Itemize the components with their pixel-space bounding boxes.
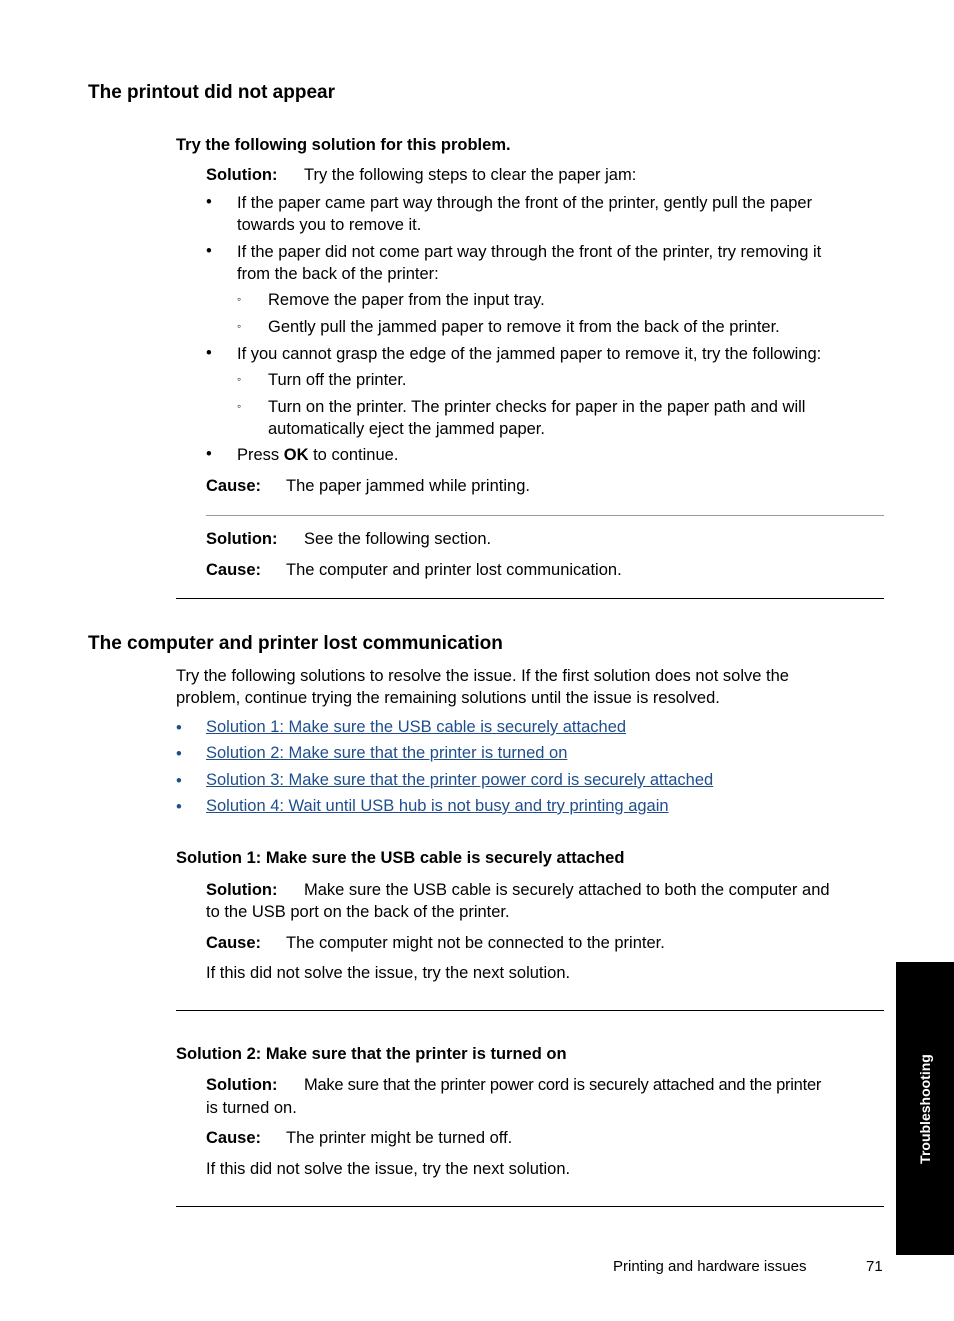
- bullet2-line1: If the paper did not come part way through the front of the printer, try removing it: [237, 243, 822, 261]
- s2-cause-text: The printer might be turned off.: [286, 1129, 513, 1147]
- bullet1-line2: towards you to remove it.: [237, 216, 422, 234]
- divider: [176, 598, 884, 599]
- s1-solution-line1: Make sure the USB cable is securely attached to both the computer and: [304, 881, 830, 899]
- bullet-glyph: •: [206, 193, 212, 211]
- intro-line2: problem, continue trying the remaining solutions until the issue is resolved.: [176, 689, 720, 707]
- bullet-glyph: •: [176, 719, 182, 737]
- bullet-glyph: •: [206, 445, 212, 463]
- link-solution-3[interactable]: Solution 3: Make sure that the printer power cord is securely attached: [206, 771, 714, 789]
- cause2-label: Cause:: [206, 561, 262, 579]
- solution-label: Solution:: [206, 881, 278, 899]
- s2-next: If this did not solve the issue, try the next solution.: [206, 1160, 571, 1178]
- s1-next: If this did not solve the issue, try the next solution.: [206, 964, 571, 982]
- section-heading-lost-communication: The computer and printer lost communication: [88, 633, 503, 654]
- footer-section-title: Printing and hardware issues: [613, 1258, 807, 1275]
- solution-label: Solution:: [206, 1076, 278, 1094]
- subheading-solution-2: Solution 2: Make sure that the printer is turned on: [176, 1045, 567, 1063]
- sub-bullet-glyph: ◦: [237, 292, 242, 306]
- sub-bullet-3a: Turn off the printer.: [268, 371, 407, 389]
- side-tab-label: Troubleshooting: [917, 1053, 933, 1164]
- cause-label: Cause:: [206, 934, 262, 952]
- cause-text: The paper jammed while printing.: [286, 477, 530, 495]
- bullet-glyph: •: [176, 745, 182, 763]
- solution2-label: Solution:: [206, 530, 278, 548]
- bullet-glyph: •: [176, 772, 182, 790]
- divider: [206, 515, 884, 516]
- s2-solution-line2: is turned on.: [206, 1099, 297, 1117]
- bullet-glyph: •: [206, 242, 212, 260]
- bullet-glyph: •: [176, 798, 182, 816]
- cause-label: Cause:: [206, 477, 262, 495]
- s1-solution-line2: to the USB port on the back of the printer.: [206, 903, 510, 921]
- bullet1-line1: If the paper came part way through the front of the printer, gently pull the paper: [237, 194, 813, 212]
- link-solution-1[interactable]: Solution 1: Make sure the USB cable is securely attached: [206, 718, 627, 736]
- bullet4: Press OK to continue.: [237, 446, 399, 464]
- bullet-glyph: •: [206, 344, 212, 362]
- cause-label: Cause:: [206, 1129, 262, 1147]
- sub-bullet-glyph: ◦: [237, 372, 242, 386]
- divider: [176, 1010, 884, 1011]
- sub-bullet-glyph: ◦: [237, 399, 242, 413]
- subheading-try-solution: Try the following solution for this problem.: [176, 136, 511, 154]
- s2-solution-line1: Make sure that the printer power cord is securely attached and the printer: [304, 1076, 822, 1094]
- sub-bullet-glyph: ◦: [237, 319, 242, 333]
- page-number: 71: [866, 1258, 883, 1275]
- intro-line1: Try the following solutions to resolve the issue. If the first solution does not solve the: [176, 667, 789, 685]
- section-heading-printout: The printout did not appear: [88, 82, 335, 103]
- s1-cause-text: The computer might not be connected to the printer.: [286, 934, 665, 952]
- sub-bullet-2a: Remove the paper from the input tray.: [268, 291, 545, 309]
- link-solution-2[interactable]: Solution 2: Make sure that the printer is turned on: [206, 744, 568, 762]
- bullet3: If you cannot grasp the edge of the jammed paper to remove it, try the following:: [237, 345, 822, 363]
- sub-bullet-3b-line2: automatically eject the jammed paper.: [268, 420, 545, 438]
- subheading-solution-1: Solution 1: Make sure the USB cable is securely attached: [176, 849, 625, 867]
- sub-bullet-2b: Gently pull the jammed paper to remove it from the back of the printer.: [268, 318, 780, 336]
- divider: [176, 1206, 884, 1207]
- sub-bullet-3b-line1: Turn on the printer. The printer checks for paper in the paper path and will: [268, 398, 806, 416]
- cause2-text: The computer and printer lost communication.: [286, 561, 622, 579]
- bullet2-line2: from the back of the printer:: [237, 265, 439, 283]
- solution2-text: See the following section.: [304, 530, 492, 548]
- solution-text: Try the following steps to clear the paper jam:: [304, 166, 637, 184]
- solution-label: Solution:: [206, 166, 278, 184]
- link-solution-4[interactable]: Solution 4: Wait until USB hub is not busy and try printing again: [206, 797, 669, 815]
- side-tab: [896, 962, 954, 1255]
